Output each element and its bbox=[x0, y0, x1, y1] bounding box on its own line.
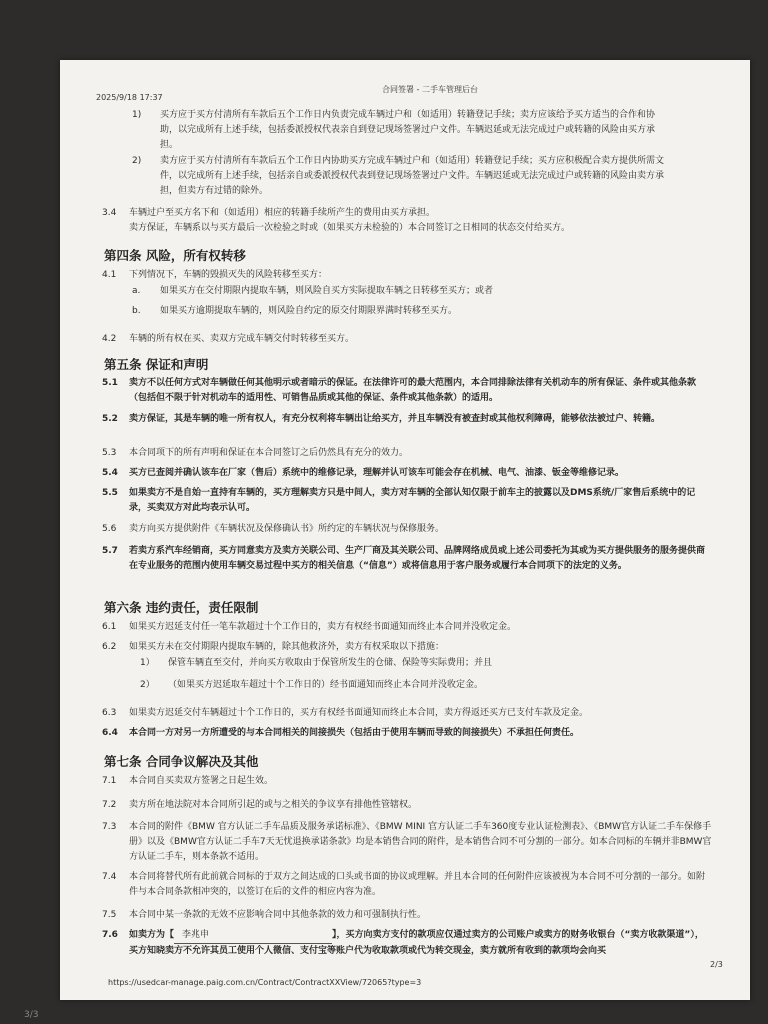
clause-3-3-1 bbox=[132, 108, 672, 153]
clause-number: 1） bbox=[140, 658, 155, 668]
clause-text: 本合同项下的所有声明和保证在本合同签订之后仍然具有充分的效力。 bbox=[129, 448, 409, 458]
contract-page bbox=[60, 60, 750, 1000]
clause-number: 7.2 bbox=[102, 800, 117, 810]
clause-number: 5.1 bbox=[102, 378, 118, 388]
clause-text: 若卖方系汽车经销商，买方同意卖方及卖方关联公司、生产厂商及其关联公司、品牌网络成员或上述公司委托为其或为买方提供服务的服务提供商在专业服务的范围内使用车辆交易过程中买方的相关信息（“信息”）或将信息用于客户服务或履行本合同项下的法定的义务。 bbox=[129, 546, 706, 571]
clause-number: 7.6 bbox=[102, 930, 118, 940]
clause-5-7 bbox=[102, 544, 712, 574]
clause-text: 下列情况下，车辆的毁损灭失的风险转移至买方： bbox=[129, 270, 328, 280]
print-title: 合同签署 - 二手车管理后台 bbox=[382, 85, 478, 94]
section-4-heading: 第四条 风险，所有权转移 bbox=[104, 248, 246, 263]
clause-number: 7.5 bbox=[102, 910, 117, 920]
clause-number: 5.3 bbox=[102, 448, 117, 458]
clause-text: 卖方不以任何方式对车辆做任何其他明示或者暗示的保证。在法律许可的最大范围内，本合同排除法律有关机动车的所有保证、条件或其他条款（包括但不限于针对机动车的适用性、可销售品质或其他的保证、条件或其他条款）的适用。 bbox=[129, 378, 697, 403]
clause-text: 本合同将替代所有此前就合同标的于双方之间达成的口头或书面的协议或理解。并且本合同的任何附件应该被视为本合同不可分割的一部分。如附件与本合同条款相冲突的，以签订在后的文件的相应内容为准。 bbox=[129, 872, 706, 897]
clause-text: 如果买方在交付期限内提取车辆，则风险自买方实际提取车辆之日转移至买方；或者 bbox=[160, 286, 494, 296]
section-7-heading: 第七条 合同争议解决及其他 bbox=[104, 754, 259, 769]
clause-number: 5.5 bbox=[102, 488, 118, 498]
clause-number: 2） bbox=[140, 680, 155, 690]
clause-7-6 bbox=[102, 928, 712, 959]
clause-5-2 bbox=[102, 412, 712, 427]
clause-text-2: 卖方保证，车辆系以与买方最后一次检验之时或（如果买方未检验的）本合同签订之日相同的状态交付给买方。 bbox=[129, 223, 571, 233]
clause-6-2 bbox=[102, 640, 712, 655]
clause-text: 卖方保证，其是车辆的唯一所有权人，有充分权利将车辆出让给买方，并且车辆没有被查封或其他权利障碍，能够依法被过户、转籍。 bbox=[129, 414, 661, 424]
clause-5-3 bbox=[102, 446, 712, 461]
clause-text: 卖方所在地法院对本合同所引起的或与之相关的争议享有排他性管辖权。 bbox=[129, 800, 418, 810]
clause-5-1 bbox=[102, 376, 712, 406]
clause-number: 5.7 bbox=[102, 546, 118, 556]
clause-number: 7.1 bbox=[102, 776, 117, 786]
clause-7-3 bbox=[102, 820, 712, 865]
clause-4-1 bbox=[102, 268, 712, 283]
clause-text: 如果买方未在交付期限内提取车辆的，除其他救济外，卖方有权采取以下措施： bbox=[129, 642, 445, 652]
clause-text: 如果买方逾期提取车辆的，则风险自约定的原交付期限界满时转移至买方。 bbox=[160, 306, 458, 316]
seller-name-field: 李兆申 bbox=[174, 928, 332, 944]
clause-text: 本合同的附件《BMW 官方认证二手车品质及服务承诺标准》、《BMW MINI 官方认证二手车360度专业认证检测表》、《BMW官方认证二手车保修手册》以及《BMW官方认证二手车7天无忧退换承诺条款》均是本销售合同的附件，是本销售合同不可分割的一部分。如本合同标的车辆并非BMW官方认证二手车，则本条款不适用。 bbox=[129, 822, 712, 862]
clause-4-1-a bbox=[132, 284, 672, 299]
clause-7-4 bbox=[102, 870, 712, 900]
clause-number: 6.2 bbox=[102, 642, 117, 652]
clause-text: 车辆的所有权在买、卖双方完成车辆交付时转移至买方。 bbox=[129, 334, 355, 344]
clause-number: 7.3 bbox=[102, 822, 117, 832]
clause-text: 买方已查阅并确认该车在厂家（售后）系统中的维修记录，理解并认可该车可能会存在机械、电气、油漆、钣金等维修记录。 bbox=[129, 468, 625, 478]
clause-text: 保管车辆直至交付，并向买方收取由于保管所发生的仓储、保险等实际费用；并且 bbox=[168, 658, 493, 668]
clause-number: 6.3 bbox=[102, 708, 117, 718]
clause-4-2 bbox=[102, 332, 712, 347]
section-6-heading: 第六条 违约责任，责任限制 bbox=[104, 600, 259, 615]
page-counter-corner: 3/3 bbox=[24, 1010, 39, 1020]
clause-text: 卖方应于买方付清所有车款后五个工作日内协助买方完成车辆过户和（如适用）转籍登记手续；买方应积极配合卖方提供所需文件，以完成所有上述手续，包括亲自或委派授权代表到登记现场签署过户文件。车辆迟延或无法完成过户或转籍的风险由卖方承担，但卖方有过错的除外。 bbox=[160, 156, 665, 196]
clause-text: 本合同中某一条款的无效不应影响合同中其他条款的效力和可强制执行性。 bbox=[129, 910, 427, 920]
clause-number: 4.2 bbox=[102, 334, 117, 344]
clause-number: a. bbox=[132, 286, 141, 296]
clause-6-2-1 bbox=[140, 656, 680, 671]
clause-number: 1) bbox=[132, 110, 142, 120]
clause-text: 如果卖方迟延交付车辆超过十个工作日的，买方有权经书面通知而终止本合同，卖方得返还买方已支付车款及定金。 bbox=[129, 708, 589, 718]
clause-text bbox=[129, 928, 712, 959]
clause-5-4 bbox=[102, 466, 712, 481]
clause-text: 如果买方迟延支付任一笔车款超过十个工作日的，卖方有权经书面通知而终止本合同并没收定金。 bbox=[129, 622, 517, 632]
clause-number: 6.1 bbox=[102, 622, 117, 632]
clause-6-4 bbox=[102, 726, 712, 741]
clause-5-6 bbox=[102, 522, 712, 537]
clause-text: 本合同一方对另一方所遭受的与本合同相关的间接损失（包括由于使用车辆而导致的间接损失）不承担任何责任。 bbox=[129, 728, 580, 738]
clause-number: 2) bbox=[132, 156, 142, 166]
clause-text: （如果买方迟延取车超过十个工作日的）经书面通知而终止本合同并没收定金。 bbox=[168, 680, 484, 690]
clause-number: 4.1 bbox=[102, 270, 117, 280]
clause-text: 车辆过户至买方名下和（如适用）相应的转籍手续所产生的费用由买方承担。 bbox=[129, 208, 436, 218]
clause-3-3-2 bbox=[132, 154, 672, 199]
clause-7-5 bbox=[102, 908, 712, 923]
print-date: 2025/9/18 17:37 bbox=[96, 93, 163, 102]
clause-5-5 bbox=[102, 486, 712, 516]
clause-number: 3.4 bbox=[102, 208, 117, 218]
print-url: https://usedcar-manage.paig.com.cn/Contract/ContractXXView/72065?type=3 bbox=[108, 978, 422, 987]
clause-number: 7.4 bbox=[102, 872, 117, 882]
page-number: 2/3 bbox=[710, 960, 723, 969]
clause-6-1 bbox=[102, 620, 712, 635]
clause-6-2-2 bbox=[140, 678, 680, 693]
clause-7-6-prefix: 如卖方为【 bbox=[129, 930, 175, 940]
clause-number: 5.2 bbox=[102, 414, 118, 424]
clause-number: 5.4 bbox=[102, 468, 118, 478]
clause-text: 卖方向买方提供附件《车辆状况及保修确认书》所约定的车辆状况与保修服务。 bbox=[129, 524, 445, 534]
section-5-heading: 第五条 保证和声明 bbox=[104, 357, 209, 372]
clause-7-1 bbox=[102, 774, 712, 789]
clause-number: b. bbox=[132, 306, 141, 316]
clause-text: 买方应于买方付清所有车款后五个工作日内负责完成车辆过户和（如适用）转籍登记手续；卖方应该给予买方适当的合作和协助，以完成所有上述手续，包括委派授权代表亲自到登记现场签署过户文件。车辆迟延或无法完成过户或转籍的风险由买方承担。 bbox=[160, 110, 656, 150]
clause-number: 6.4 bbox=[102, 728, 118, 738]
clause-4-1-b bbox=[132, 304, 672, 319]
clause-text: 本合同自买卖双方签署之日起生效。 bbox=[129, 776, 274, 786]
clause-3-4 bbox=[102, 206, 712, 236]
clause-number: 5.6 bbox=[102, 524, 117, 534]
clause-text: 如果卖方不是自始一直持有车辆的，买方理解卖方只是中间人，卖方对车辆的全部认知仅限于前车主的披露以及DMS系统/厂家售后系统中的记录，买卖双方对此均表示认可。 bbox=[129, 488, 696, 513]
clause-7-2 bbox=[102, 798, 712, 813]
clause-6-3 bbox=[102, 706, 712, 721]
clause-7-6-body: 】，买方向卖方支付的款项应仅通过卖方的公司账户或卖方的财务收银台（“卖方收款渠道”），买方知晓卖方不允许其员工使用个人微信、支付宝等账户代为收取款项或代为转交现金，卖方就所有收到的款项均会向买 bbox=[129, 930, 704, 956]
